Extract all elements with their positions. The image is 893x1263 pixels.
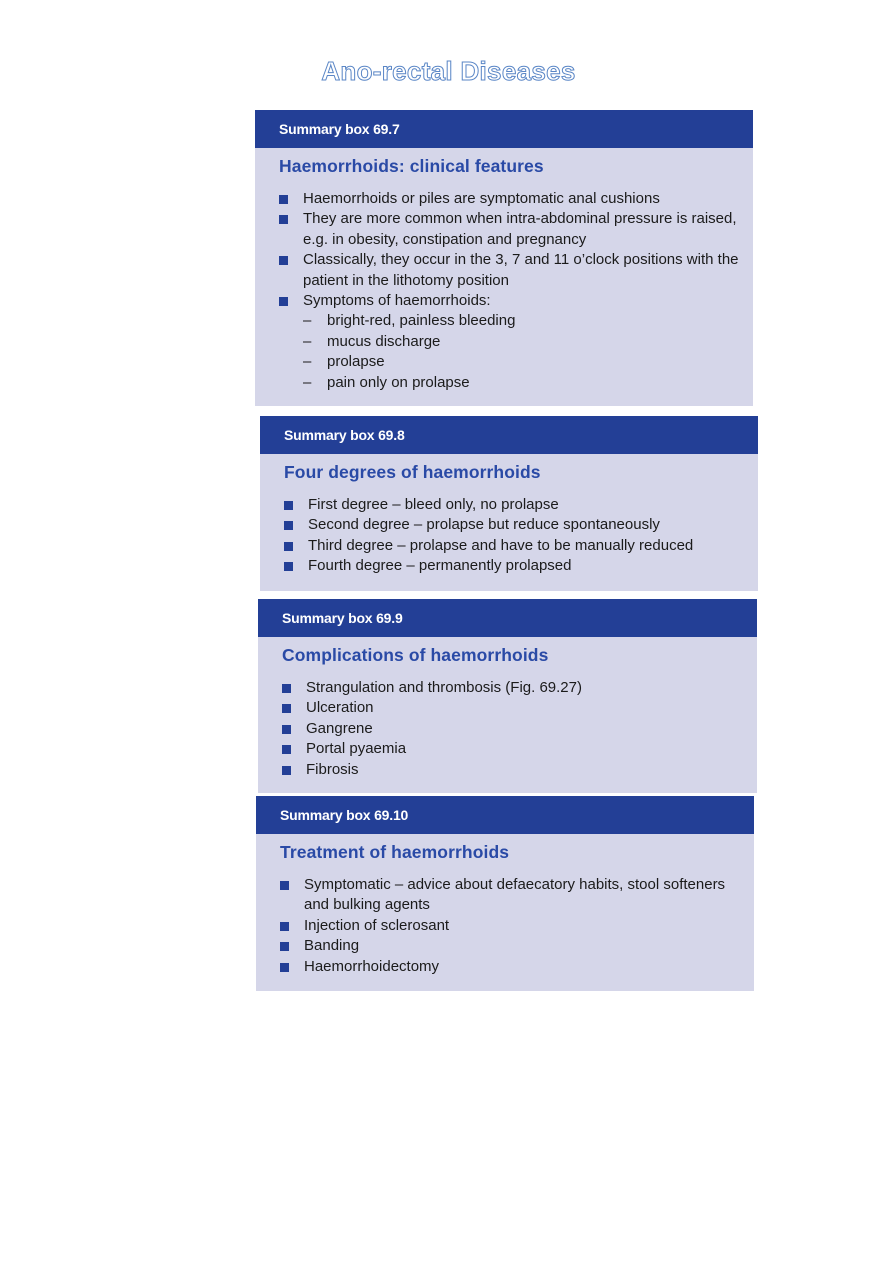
summary-list xyxy=(260,495,758,577)
square-bullet-icon xyxy=(282,684,291,693)
list-item: Symptoms of haemorrhoids: – bright-red, painless bleeding – mucus discharge – prolapse – pain only on prolapse xyxy=(279,291,753,393)
summary-box-69-7 xyxy=(255,110,753,406)
square-bullet-icon xyxy=(280,922,289,931)
square-bullet-icon xyxy=(279,215,288,224)
summary-list xyxy=(255,189,753,393)
list-item: Gangrene xyxy=(282,719,757,739)
square-bullet-icon xyxy=(279,195,288,204)
square-bullet-icon xyxy=(279,297,288,306)
sub-list-item: – pain only on prolapse xyxy=(303,373,753,393)
dash-marker: – xyxy=(303,332,312,350)
square-bullet-icon xyxy=(284,501,293,510)
square-bullet-icon xyxy=(284,562,293,571)
square-bullet-icon xyxy=(284,542,293,551)
dash-marker: – xyxy=(303,312,312,330)
square-bullet-icon xyxy=(279,256,288,265)
list-item: Fibrosis xyxy=(282,760,757,780)
summary-box-69-10 xyxy=(256,796,754,991)
sub-list-item: – prolapse xyxy=(303,352,753,372)
list-item: Ulceration xyxy=(282,698,757,718)
list-item: Second degree – prolapse but reduce spontaneously xyxy=(284,515,758,535)
square-bullet-icon xyxy=(280,963,289,972)
list-item: Haemorrhoids or piles are symptomatic anal cushions xyxy=(279,189,753,209)
list-item: Symptomatic – advice about defaecatory habits, stool softeners and bulking agents xyxy=(280,875,754,916)
summary-list xyxy=(256,875,754,977)
summary-box-header: Summary box 69.7 xyxy=(255,110,753,148)
summary-list xyxy=(258,678,757,780)
square-bullet-icon xyxy=(282,766,291,775)
list-item: Third degree – prolapse and have to be manually reduced xyxy=(284,536,758,556)
dash-marker: – xyxy=(303,353,312,371)
summary-box-69-8 xyxy=(260,416,758,591)
square-bullet-icon xyxy=(280,942,289,951)
summary-box-title: Four degrees of haemorrhoids xyxy=(284,462,541,482)
list-item: They are more common when intra-abdominal pressure is raised, e.g. in obesity, constipation and pregnancy xyxy=(279,209,753,250)
summary-box-title: Complications of haemorrhoids xyxy=(282,645,549,665)
dash-marker: – xyxy=(303,373,312,391)
square-bullet-icon xyxy=(282,745,291,754)
square-bullet-icon xyxy=(280,881,289,890)
symptom-sublist xyxy=(303,311,753,393)
list-item: Banding xyxy=(280,936,754,956)
summary-box-title: Haemorrhoids: clinical features xyxy=(279,156,544,176)
list-item: Classically, they occur in the 3, 7 and 11 o’clock positions with the patient in the lithotomy position xyxy=(279,250,753,291)
summary-box-title: Treatment of haemorrhoids xyxy=(280,842,510,862)
sub-list-item: – mucus discharge xyxy=(303,332,753,352)
summary-box-69-9 xyxy=(258,599,757,793)
sub-list-item: – bright-red, painless bleeding xyxy=(303,311,753,331)
list-item: First degree – bleed only, no prolapse xyxy=(284,495,758,515)
square-bullet-icon xyxy=(282,704,291,713)
list-item: Fourth degree – permanently prolapsed xyxy=(284,556,758,576)
list-item: Strangulation and thrombosis (Fig. 69.27) xyxy=(282,678,757,698)
list-item: Portal pyaemia xyxy=(282,739,757,759)
square-bullet-icon xyxy=(284,521,293,530)
summary-box-header: Summary box 69.10 xyxy=(256,796,754,834)
list-item: Haemorrhoidectomy xyxy=(280,957,754,977)
page-title: Ano-rectal Diseases xyxy=(321,56,576,86)
summary-box-header: Summary box 69.8 xyxy=(260,416,758,454)
summary-box-header: Summary box 69.9 xyxy=(258,599,757,637)
list-item: Injection of sclerosant xyxy=(280,916,754,936)
square-bullet-icon xyxy=(282,725,291,734)
